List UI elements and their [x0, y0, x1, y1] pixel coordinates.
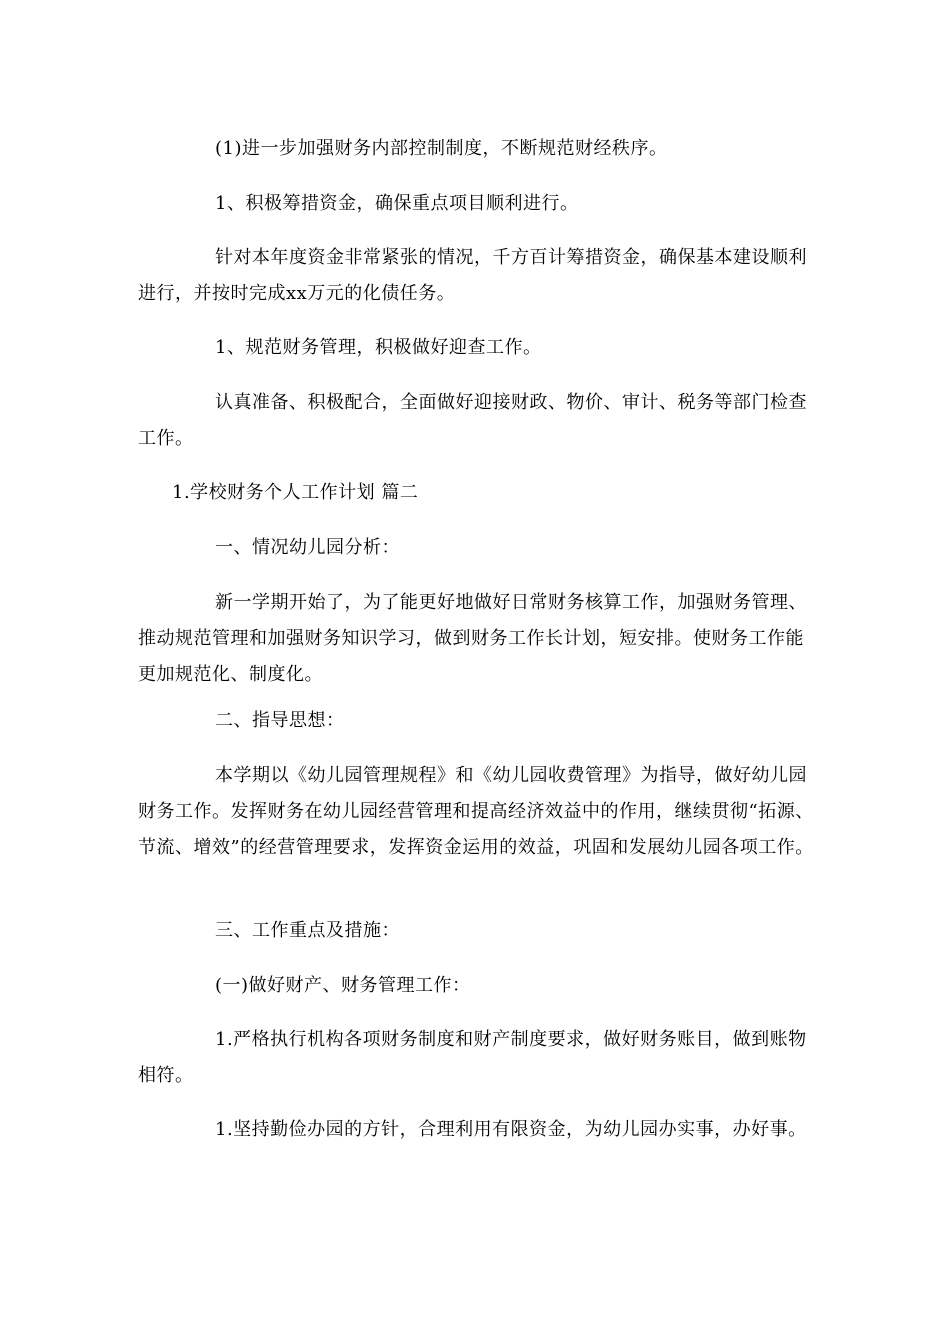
paragraph-inspection-detail: 认真准备、积极配合，全面做好迎接财政、物价、审计、税务等部门检查工作。	[138, 392, 807, 449]
paragraph-new-semester: 新一学期开始了，为了能更好地做好日常财务核算工作，加强财务管理、推动规范管理和加强财务知识学习，做到财务工作长计划，短安排。使财务工作能更加规范化、制度化。	[138, 592, 807, 685]
heading-key-work-measures: 三、工作重点及措施：	[215, 920, 400, 941]
paragraph-guiding-detail: 本学期以《幼儿园管理规程》和《幼儿园收费管理》为指导，做好幼儿园财务工作。发挥财务在幼儿园经营管理和提高经济效益中的作用，继续贯彻“拓源、节流、增效”的经营管理要求，发挥资金运用的效益，巩固和发展幼儿园各项工作。	[138, 765, 814, 858]
paragraph-internal-control: (1)进一步加强财务内部控制制度，不断规范财经秩序。	[215, 138, 668, 159]
paragraph-funds-detail: 针对本年度资金非常紧张的情况，千方百计筹措资金，确保基本建设顺利进行，并按时完成xx万元的化债任务。	[138, 247, 807, 304]
heading-situation-analysis: 一、情况幼儿园分析：	[215, 537, 400, 558]
heading-guiding-ideology: 二、指导思想：	[215, 710, 345, 731]
paragraph-strict-execution: 1.严格执行机构各项财务制度和财产制度要求，做好财务账目，做到账物相符。	[138, 1029, 807, 1086]
paragraph-standardize-management: 1、规范财务管理，积极做好迎查工作。	[215, 337, 542, 358]
section-heading-part-two: 1.学校财务个人工作计划 篇二	[172, 482, 419, 503]
heading-property-management: (一)做好财产、财务管理工作：	[215, 975, 471, 996]
paragraph-frugal-policy: 1.坚持勤俭办园的方针，合理利用有限资金，为幼儿园办实事，办好事。	[215, 1119, 807, 1140]
paragraph-raise-funds: 1、积极筹措资金，确保重点项目顺利进行。	[215, 193, 579, 214]
